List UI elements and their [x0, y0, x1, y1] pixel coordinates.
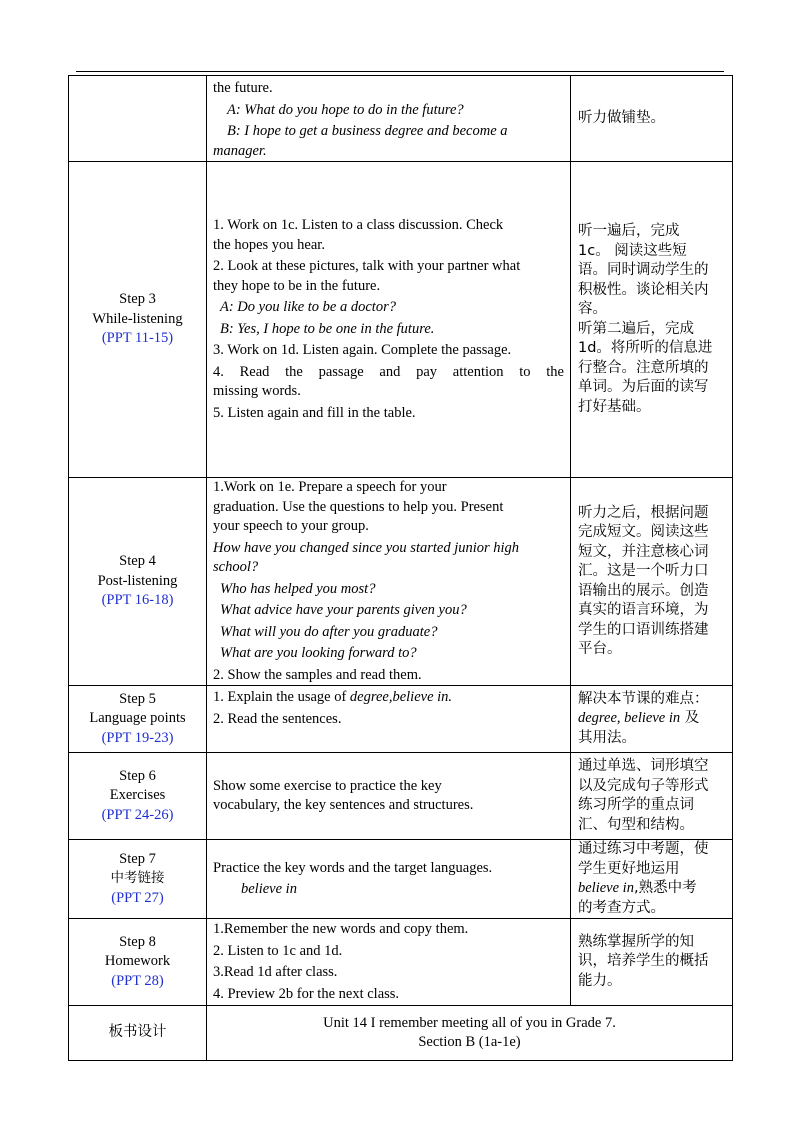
note-line: 学生的口语训练搭建 — [578, 621, 709, 638]
content-keyword: believe in — [241, 881, 297, 897]
step-title: Step 7 — [119, 850, 156, 867]
note-line: 1d。将所听的信息进 — [578, 340, 713, 356]
ppt-range: (PPT 27) — [111, 889, 164, 906]
note-cell — [571, 162, 733, 478]
content-line: they hope to be in the future. — [213, 277, 381, 294]
ppt-range: (PPT 16-18) — [101, 592, 174, 609]
step-subtitle: Language points — [89, 710, 186, 727]
note-keyword: believe in — [578, 880, 634, 896]
content-cell — [207, 162, 571, 478]
note-line: 行整合。注意所填的 — [578, 359, 709, 376]
dialog-line: A: What do you hope to do in the future? — [227, 101, 464, 118]
table-row — [69, 840, 733, 919]
content-cell — [207, 686, 571, 753]
question-line: What are you looking forward to? — [220, 645, 417, 661]
question-line: school? — [213, 559, 259, 575]
table-row — [69, 686, 733, 753]
note-line: 识，培养学生的概括 — [578, 953, 709, 970]
content-line: 3.Read 1d after class. — [213, 964, 338, 980]
note-line: 其用法。 — [578, 729, 636, 746]
step-cell — [69, 919, 207, 1006]
table-row — [69, 1006, 733, 1061]
note-line: 真实的语言环境，为 — [578, 602, 709, 618]
note-line: 练习所学的重点词 — [578, 797, 694, 813]
note-line: 语。同时调动学生的 — [578, 262, 709, 278]
content-line: 3. Work on 1d. Listen again. Complete the passage. — [213, 342, 512, 358]
step-title: Step 8 — [119, 933, 156, 950]
ppt-range: (PPT 24-26) — [101, 806, 174, 823]
content-line: your speech to your group. — [213, 518, 369, 534]
board-line: Unit 14 I remember meeting all of you in Grade 7. — [323, 1014, 616, 1031]
question-line: What will you do after you graduate? — [220, 623, 438, 640]
step-subtitle: Exercises — [109, 787, 166, 804]
step-subtitle: Post-listening — [97, 572, 178, 589]
note-line — [578, 879, 726, 899]
note-line: 打好基础。 — [578, 398, 651, 415]
note-line: 1c。 阅读这些短 — [578, 242, 687, 259]
table-row — [69, 162, 733, 478]
table-row — [69, 753, 733, 840]
step-title: Step 6 — [119, 767, 156, 784]
content-line: 4. Preview 2b for the next class. — [213, 985, 400, 1002]
step-cell — [69, 753, 207, 840]
note-cell — [571, 919, 733, 1006]
step-cell — [69, 840, 207, 919]
content-line: graduation. Use the questions to help you. Present — [213, 498, 504, 515]
note-line: 听力做铺垫。 — [578, 109, 665, 126]
content-line: 2. Listen to 1c and 1d. — [213, 942, 343, 959]
note-text: ,熟悉中考 — [633, 880, 697, 896]
content-line: Show some exercise to practice the key — [213, 777, 442, 794]
note-line — [578, 709, 726, 729]
note-line: 听力之后，根据问题 — [578, 504, 709, 521]
note-line: 解决本节课的难点： — [578, 690, 709, 707]
note-cell — [571, 753, 733, 840]
note-line: 语输出的展示。创造 — [578, 582, 709, 599]
note-line: 以及完成句子等形式 — [578, 777, 709, 794]
note-cell — [571, 840, 733, 919]
note-line: 积极性。谈论相关内 — [578, 281, 709, 298]
note-keyword: degree, believe in — [578, 710, 681, 727]
content-line: 1.Work on 1e. Prepare a speech for your — [213, 479, 447, 495]
content-line: 4. Read the passage and pay attention to the — [213, 363, 564, 380]
step-subtitle: 中考链接 — [110, 870, 165, 887]
content-cell — [207, 76, 571, 162]
content-line: vocabulary, the key sentences and structures. — [213, 797, 474, 813]
note-line: 短文，并注意核心词 — [578, 543, 709, 560]
step-cell — [69, 478, 207, 686]
content-keyword: degree,believe in. — [349, 689, 453, 705]
content-cell — [207, 478, 571, 686]
note-text: 及 — [680, 710, 700, 727]
note-cell — [571, 76, 733, 162]
dialog-line: manager. — [213, 142, 267, 159]
content-text: 1. Explain the usage of — [213, 689, 350, 705]
step-subtitle: While-listening — [92, 310, 183, 327]
question-line: How have you changed since you started junior high — [213, 539, 520, 556]
step-cell-empty — [69, 76, 207, 162]
note-line: 汇、句型和结构。 — [578, 816, 694, 833]
note-line: 汇。这是一个听力口 — [578, 563, 709, 579]
content-line: 2. Look at these pictures, talk with your partner what — [213, 258, 521, 274]
dialog-line: A: Do you like to be a doctor? — [220, 299, 396, 315]
note-line: 单词。为后面的读写 — [578, 379, 709, 395]
content-line — [213, 688, 564, 708]
note-cell — [571, 686, 733, 753]
board-line: Section B (1a-1e) — [418, 1034, 521, 1050]
dialog-line: B: I hope to get a business degree and become a — [227, 123, 508, 139]
note-line: 熟练掌握所学的知 — [578, 933, 694, 950]
note-line: 通过单选、词形填空 — [578, 758, 709, 774]
content-cell — [207, 753, 571, 840]
question-line: Who has helped you most? — [220, 580, 376, 597]
content-line: 2. Show the samples and read them. — [213, 666, 422, 683]
content-cell — [207, 840, 571, 919]
content-line: missing words. — [213, 383, 301, 399]
table-row — [69, 478, 733, 686]
note-line: 通过练习中考题，使 — [578, 841, 709, 857]
step-cell — [69, 686, 207, 753]
content-line: 1. Work on 1c. Listen to a class discussion. Check — [213, 217, 504, 233]
content-line: 2. Read the sentences. — [213, 710, 342, 727]
ppt-range: (PPT 28) — [111, 972, 164, 989]
step-title: Step 4 — [119, 553, 156, 570]
note-line: 学生更好地运用 — [578, 860, 680, 877]
ppt-range: (PPT 11-15) — [101, 330, 174, 347]
content-line: the future. — [213, 80, 273, 96]
header-rule — [76, 71, 724, 72]
table-row — [69, 919, 733, 1006]
lesson-plan-table — [68, 75, 733, 1061]
note-line: 平台。 — [578, 641, 622, 657]
step-cell — [69, 162, 207, 478]
content-cell — [207, 919, 571, 1006]
step-title: Step 3 — [119, 291, 156, 308]
step-title: Step 5 — [119, 690, 156, 707]
content-line: Practice the key words and the target languages. — [213, 859, 493, 876]
note-line: 能力。 — [578, 972, 622, 989]
note-line: 听一遍后，完成 — [578, 223, 680, 239]
note-line: 的考查方式。 — [578, 899, 665, 916]
question-line: What advice have your parents given you? — [220, 602, 467, 618]
dialog-line: B: Yes, I hope to be one in the future. — [220, 320, 435, 337]
note-cell — [571, 478, 733, 686]
board-content — [207, 1006, 733, 1061]
note-line: 容。 — [578, 301, 607, 317]
table-row — [69, 76, 733, 162]
note-line: 完成短文。阅读这些 — [578, 524, 709, 540]
content-line: the hopes you hear. — [213, 236, 325, 253]
ppt-range: (PPT 19-23) — [101, 729, 174, 746]
note-line: 听第二遍后，完成 — [578, 320, 694, 337]
step-subtitle: Homework — [104, 953, 171, 970]
content-line: 5. Listen again and fill in the table. — [213, 404, 416, 421]
board-label: 板书设计 — [69, 1006, 207, 1061]
content-line: 1.Remember the new words and copy them. — [213, 921, 469, 937]
